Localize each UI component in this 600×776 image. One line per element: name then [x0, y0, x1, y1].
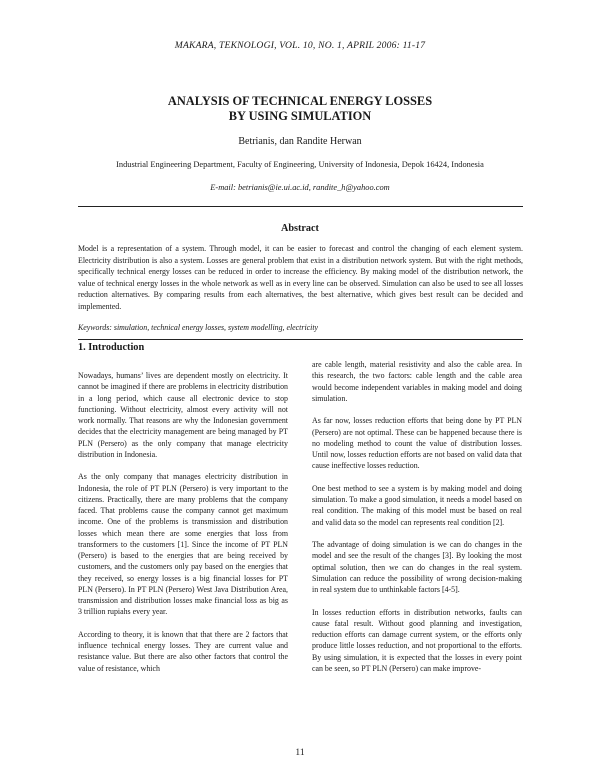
paragraph: The advantage of doing simulation is we can do changes in the model and see the result of the changes [3]. By looking the most optimal solution, then we can do changes in the real system. Simulation can reduce the possibility of wrong decision-making in real system due to unthinkable factors [4-5].	[312, 540, 522, 595]
title-line-2: BY USING SIMULATION	[228, 109, 372, 123]
abstract-heading: Abstract	[281, 223, 319, 234]
abstract-text: Model is a representation of a system. Through model, it can be easier to forecast and control the changing of each element system. Electricity distribution is also a system. Losses are general problem that exist in a distribution network system. But with the right methods, specifically technical energy losses can be reduced in order to increase the efficiency. By making model of the distribution network, the value of technical energy losses in the whole network as well as in every line can be observed. Simulation can also be used to see all losses reduction alternatives. By comparing results from each alternatives, the best alternative, which gives best result can be decided and implemented.	[78, 244, 523, 311]
abstract-bottom-rule	[78, 339, 523, 340]
keywords: Keywords: simulation, technical energy losses, system modelling, electricity	[78, 323, 319, 332]
paragraph: In losses reduction efforts in distribution networks, faults can cause fatal result. Without good planning and investigation, reduction efforts can damage current system, or the efforts only produce little losses reduction, and not proportional to the efforts. By using simulation, it is expected that the losses in every point can be seen, so PT PLN (Persero) can make improve-	[312, 607, 522, 673]
paragraph: One best method to see a system is by making model and doing simulation. To make a good simulation, it needs a model based on real condition. The making of this model must be based on real and valid data so the model can represents real condition [2].	[312, 483, 522, 527]
journal-header: MAKARA, TEKNOLOGI, VOL. 10, NO. 1, APRIL 2006: 11-17	[174, 40, 426, 51]
section-heading-introduction: 1. Introduction	[78, 342, 145, 353]
paragraph: are cable length, material resistivity and also the cable area. In this research, the two factors: cable length and the cable area would become independent variables in making model and doing simulation.	[312, 360, 522, 403]
paragraph: As the only company that manages electricity distribution in Indonesia, the role of PT PLN (Persero) is very important to the citizens. Practically, there are many problems that the company faced. That problems cause the company cannot get maximum income. One of the problems is transmission and distribution losses which mean there are some energies that loss from transformers to the customers [1]. Since the income of PT PLN (Persero) is based to the energies that are being received by customers, and the customers only pay based on the energies that they received, so energy losses is a big financial losses for PT PLN (Persero). In PT PLN (Persero) West Java Distribution Area, transmission and distribution losses make financial loss as big as 3 trillion rupiahs every year.	[78, 472, 288, 617]
paper-title	[0, 94, 600, 124]
left-column	[78, 370, 288, 685]
affiliation: Industrial Engineering Department, Faculty of Engineering, University of Indonesia, Depok 16424, Indonesia	[116, 160, 484, 169]
authors: Betrianis, dan Randite Herwan	[238, 136, 362, 147]
paragraph: Nowadays, humans’ lives are dependent mostly on electricity. It cannot be imagined if there are problems in electricity distribution in a long period, which cause all electronic device to stop functioning. Without electricity, almost every activity will not work normally. That reasons are why the Indonesian government decides that the electricity management are being managed by PT PLN (Persero) as the only company that manage electricity distribution in Indonesia.	[78, 371, 288, 459]
author-email: E-mail: betrianis@ie.ui.ac.id, randite_h@yahoo.com	[210, 183, 390, 192]
paragraph: According to theory, it is known that that there are 2 factors that influence technical energy losses. They are current value and resistance value. But there are also other factors that control the value of resistance, which	[78, 629, 288, 673]
right-column	[312, 359, 522, 685]
top-rule	[78, 206, 523, 207]
title-line-1: ANALYSIS OF TECHNICAL ENERGY LOSSES	[167, 94, 433, 108]
page-number: 11	[295, 748, 305, 758]
paragraph: As far now, losses reduction efforts that being done by PT PLN (Persero) are not optimal. These can be happened because there is no modeling method to count the value of distribution losses. Until now, losses reduction efforts are not based on valid data that cause ineffective losses reduction.	[312, 416, 522, 471]
